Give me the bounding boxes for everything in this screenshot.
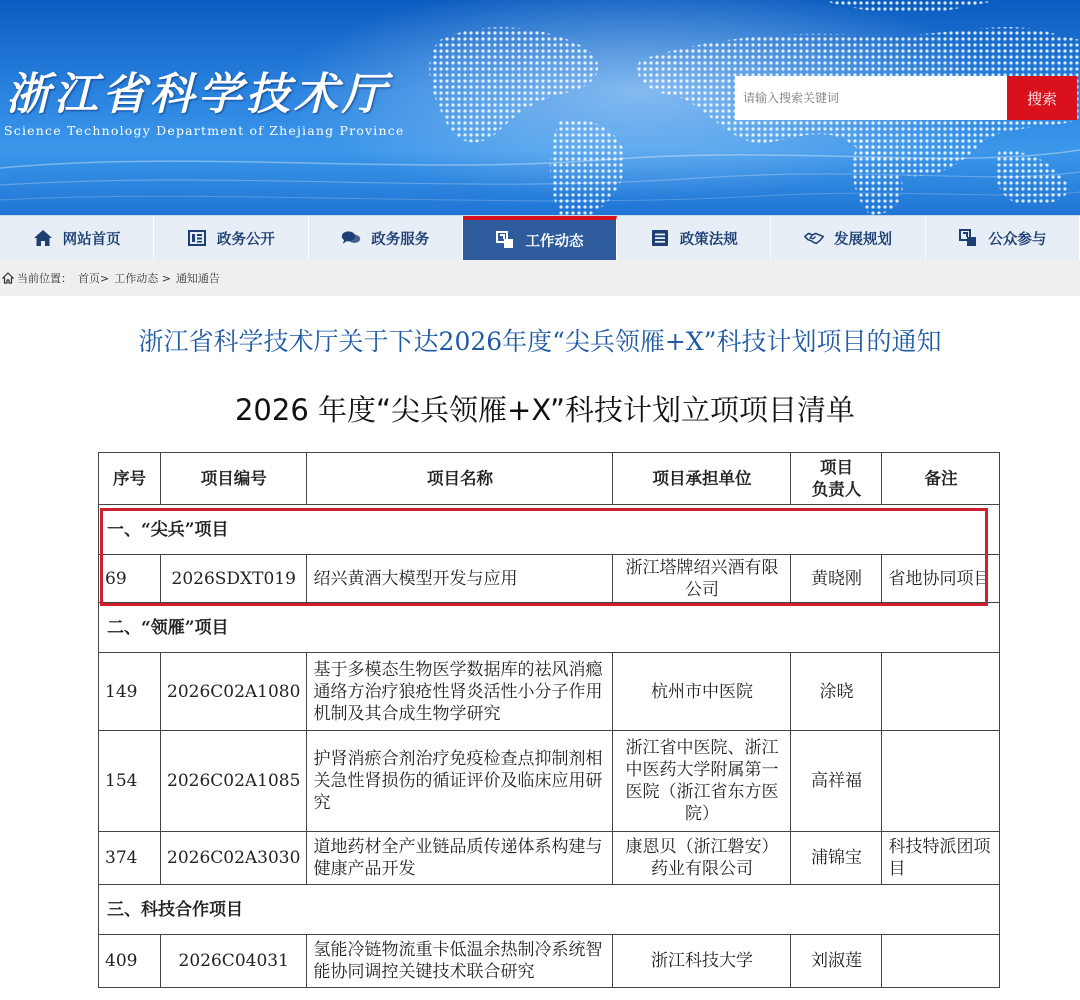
section-row	[99, 505, 1000, 555]
cell-unit: 康恩贝（浙江磐安）药业有限公司	[613, 832, 791, 885]
header-remarks: 备注	[882, 453, 1000, 505]
cell-name: 基于多模态生物医学数据库的祛风消瘾通络方治疗狼疮性肾炎活性小分子作用机制及其合成生物学研究	[307, 653, 613, 731]
nav-item-work-dynamics[interactable]	[463, 216, 617, 260]
site-logo-english: Science Technology Department of Zhejiang Province	[4, 123, 405, 138]
cell-code: 2026C04031	[161, 935, 307, 988]
cell-leader: 刘淑莲	[791, 935, 882, 988]
cell-name: 氢能冷链物流重卡低温余热制冷系统智能协同调控关键技术联合研究	[307, 935, 613, 988]
cell-serial: 374	[99, 832, 161, 885]
nav-item-government-affairs[interactable]	[154, 216, 308, 260]
main-nav	[0, 215, 1080, 260]
header-undertaking-unit: 项目承担单位	[613, 453, 791, 505]
table-header-row	[99, 453, 1000, 505]
nav-item-government-services[interactable]	[309, 216, 463, 260]
section-row	[99, 603, 1000, 653]
cell-leader: 浦锦宝	[791, 832, 882, 885]
cell-leader: 涂晓	[791, 653, 882, 731]
cell-name: 护肾消瘀合剂治疗免疫检查点抑制剂相关急性肾损伤的循证评价及临床应用研究	[307, 731, 613, 832]
cell-note	[882, 731, 1000, 832]
header-project-code: 项目编号	[161, 453, 307, 505]
nav-item-label: 政策法规	[679, 231, 738, 248]
table-row	[99, 832, 1000, 885]
breadcrumb-link-notices[interactable]: 通知通告	[175, 272, 220, 285]
cell-note: 科技特派团项目	[882, 832, 1000, 885]
document-list-icon	[187, 228, 207, 248]
chat-bubbles-icon	[341, 228, 361, 248]
nav-item-development-plan[interactable]	[771, 216, 925, 260]
participation-icon	[958, 228, 978, 248]
cell-name: 道地药材全产业链品质传递体系构建与健康产品开发	[307, 832, 613, 885]
breadcrumb-prefix: 当前位置：	[17, 272, 72, 285]
cell-code: 2026C02A1080	[161, 653, 307, 731]
cell-code: 2026C02A3030	[161, 832, 307, 885]
section-title: 一、“尖兵”项目	[99, 505, 1000, 555]
handshake-icon	[804, 228, 824, 248]
table-row	[99, 653, 1000, 731]
breadcrumb-link-home[interactable]: 首页>	[78, 272, 110, 285]
nav-item-label: 政务公开	[216, 231, 275, 248]
table-row	[99, 731, 1000, 832]
cell-serial: 154	[99, 731, 161, 832]
cell-unit: 浙江省中医院、浙江中医药大学附属第一医院（浙江省东方医院）	[613, 731, 791, 832]
cell-note: 省地协同项目	[882, 555, 1000, 603]
nav-item-label: 工作动态	[525, 233, 584, 250]
section-row	[99, 885, 1000, 935]
home-small-icon	[2, 272, 14, 284]
search-input[interactable]	[735, 76, 1007, 120]
list-icon	[650, 228, 670, 248]
breadcrumb	[0, 260, 1080, 296]
cell-note	[882, 653, 1000, 731]
cell-unit: 浙江塔牌绍兴酒有限公司	[613, 555, 791, 603]
nav-item-label: 网站首页	[62, 231, 121, 248]
cell-name: 绍兴黄酒大模型开发与应用	[307, 555, 613, 603]
header-leader-line2: 负责人	[811, 479, 862, 499]
page-title: 浙江省科学技术厅关于下达2026年度“尖兵领雁+X”科技计划项目的通知	[138, 327, 942, 356]
cell-leader: 高祥福	[791, 731, 882, 832]
nav-item-home[interactable]	[0, 216, 154, 260]
nav-item-label: 公众参与	[988, 231, 1047, 248]
nav-item-label: 发展规划	[834, 231, 893, 248]
breadcrumb-link-work-dynamics[interactable]: 工作动态 >	[114, 272, 171, 285]
cell-code: 2026C02A1085	[161, 731, 307, 832]
header-project-name: 项目名称	[307, 453, 613, 505]
section-title: 二、“领雁”项目	[99, 603, 1000, 653]
header-project-leader	[791, 453, 882, 505]
nav-item-policies[interactable]	[617, 216, 771, 260]
header-serial-number: 序号	[99, 453, 161, 505]
table-row	[99, 555, 1000, 603]
site-logo-chinese[interactable]: 浙江省科学技术厅	[6, 69, 390, 120]
project-list-table	[98, 452, 1000, 988]
nav-item-label: 政务服务	[371, 231, 430, 248]
cell-leader: 黄晓刚	[791, 555, 882, 603]
table-row	[99, 935, 1000, 988]
cell-serial: 149	[99, 653, 161, 731]
cell-unit: 浙江科技大学	[613, 935, 791, 988]
header-leader-line1: 项目	[819, 457, 853, 477]
document-title: 2026 年度“尖兵领雁+X”科技计划立项项目清单	[234, 393, 856, 427]
section-title: 三、科技合作项目	[99, 885, 1000, 935]
dynamics-icon	[495, 230, 515, 250]
cell-unit: 杭州市中医院	[613, 653, 791, 731]
cell-code: 2026SDXT019	[161, 555, 307, 603]
nav-item-public-participation[interactable]	[926, 216, 1080, 260]
cell-serial: 69	[99, 555, 161, 603]
home-icon	[33, 228, 53, 248]
cell-serial: 409	[99, 935, 161, 988]
cell-note	[882, 935, 1000, 988]
search-button[interactable]: 搜索	[1007, 76, 1077, 120]
